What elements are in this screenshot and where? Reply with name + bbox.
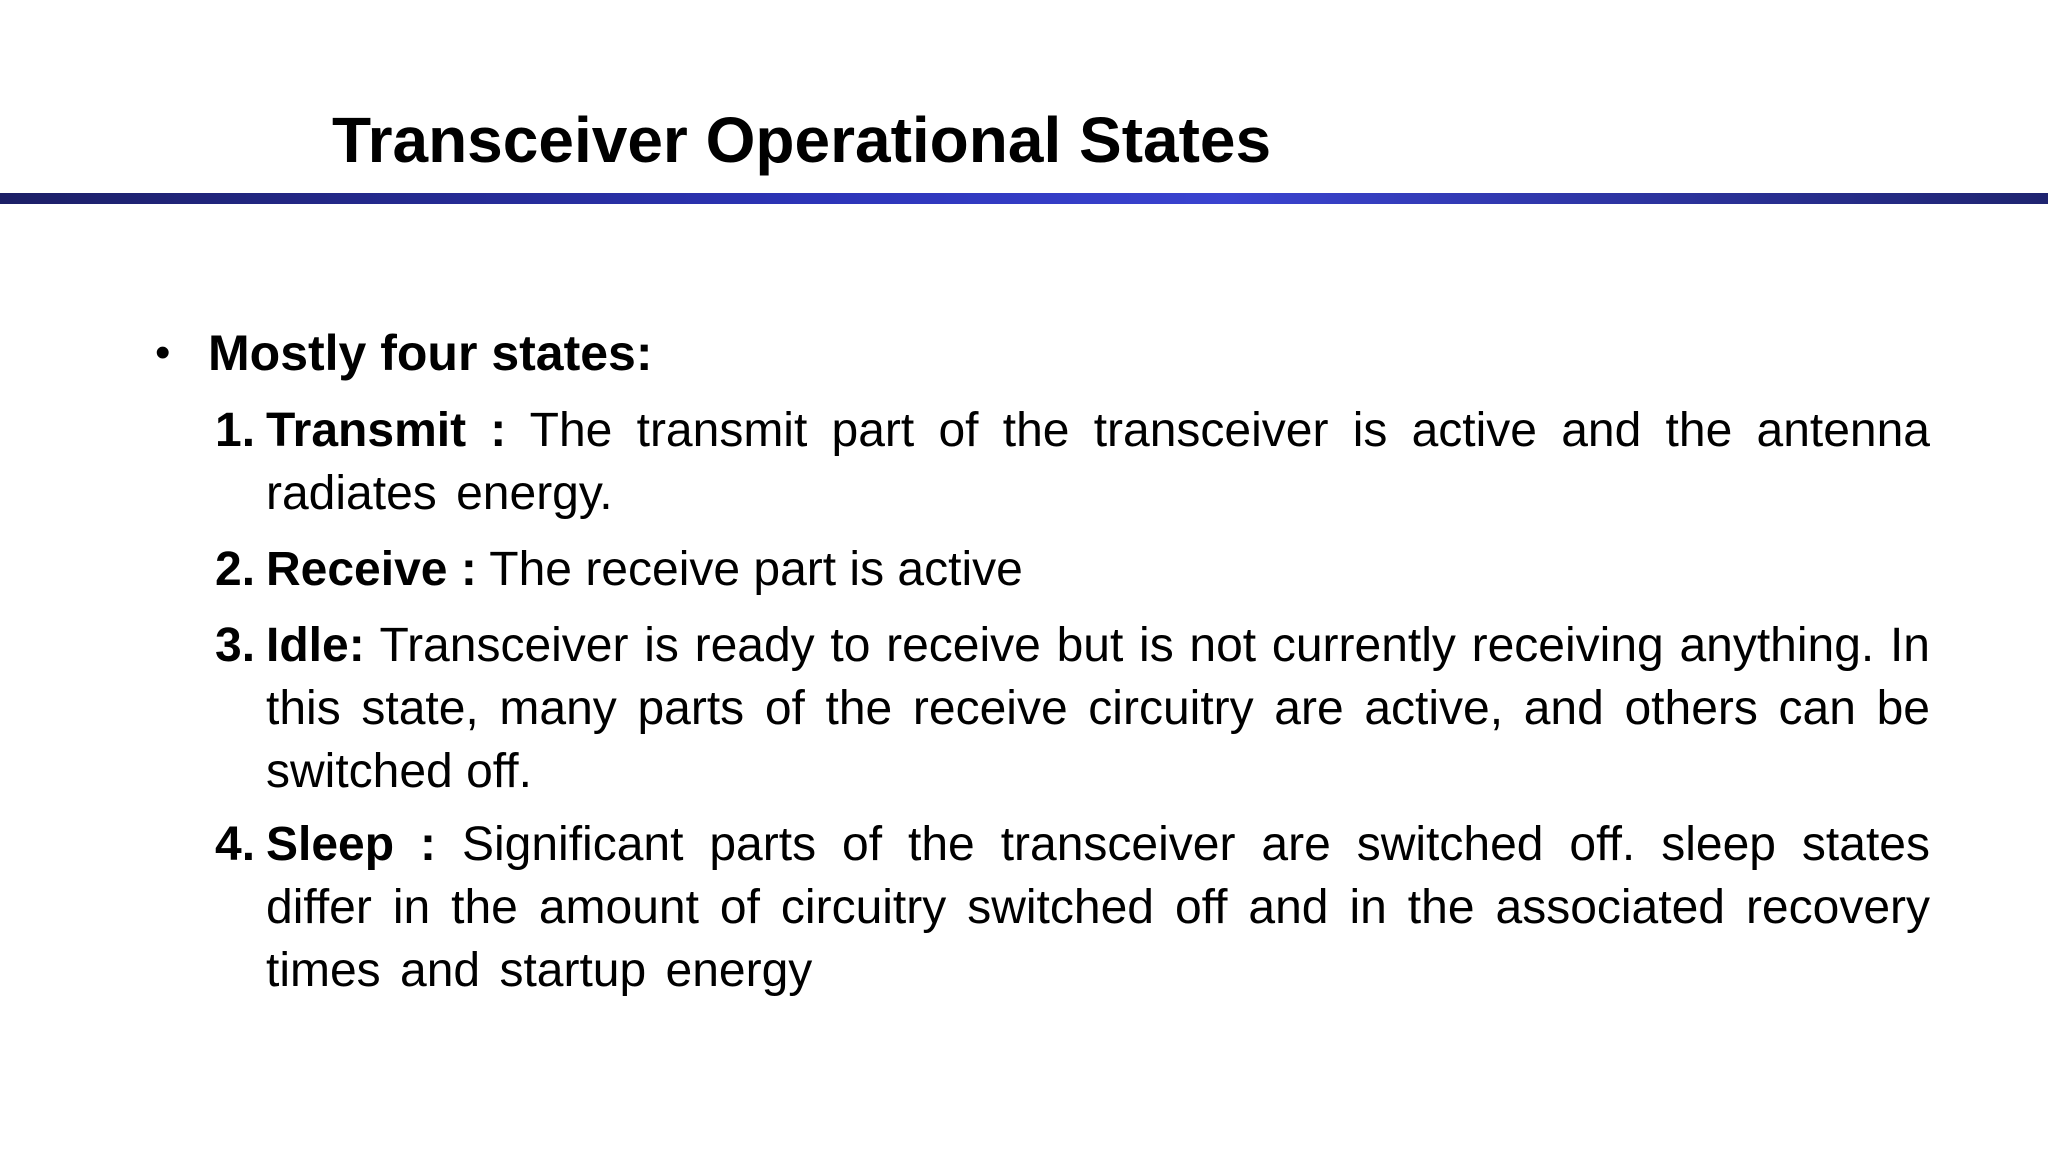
list-item-number: 2. [215, 543, 256, 596]
list-item-body [266, 399, 1930, 525]
list-item-body [266, 538, 1930, 601]
list-item-label: Transmit : [266, 404, 507, 457]
list-item-body [266, 614, 1930, 803]
list-item-body [266, 813, 1930, 1002]
list-item-text: Significant parts of the transceiver are switched off. sleep states differ in the amount of circuitry switched off and in the associated recovery times and startup energy [266, 818, 1930, 997]
list-item-number: 1. [215, 404, 256, 457]
list-item-text: The receive part is active [489, 543, 1023, 596]
list-item-label: Sleep : [266, 818, 436, 871]
list-item-text: Transceiver is ready to receive but is not currently receiving anything. In this state, many parts of the receive circuitry are active, and others can be switched off. [266, 619, 1930, 798]
slide-title: Transceiver Operational States [332, 104, 1272, 176]
list-item-label: Receive : [266, 543, 477, 596]
list-item-label: Idle: [266, 619, 365, 672]
bullet-icon: • [155, 328, 171, 377]
list-item-number: 3. [215, 619, 256, 672]
list-item-text: The transmit part of the transceiver is active and the antenna radiates energy. [266, 404, 1930, 520]
bullet-heading: Mostly four states: [208, 325, 653, 381]
list-item-number: 4. [215, 818, 256, 871]
